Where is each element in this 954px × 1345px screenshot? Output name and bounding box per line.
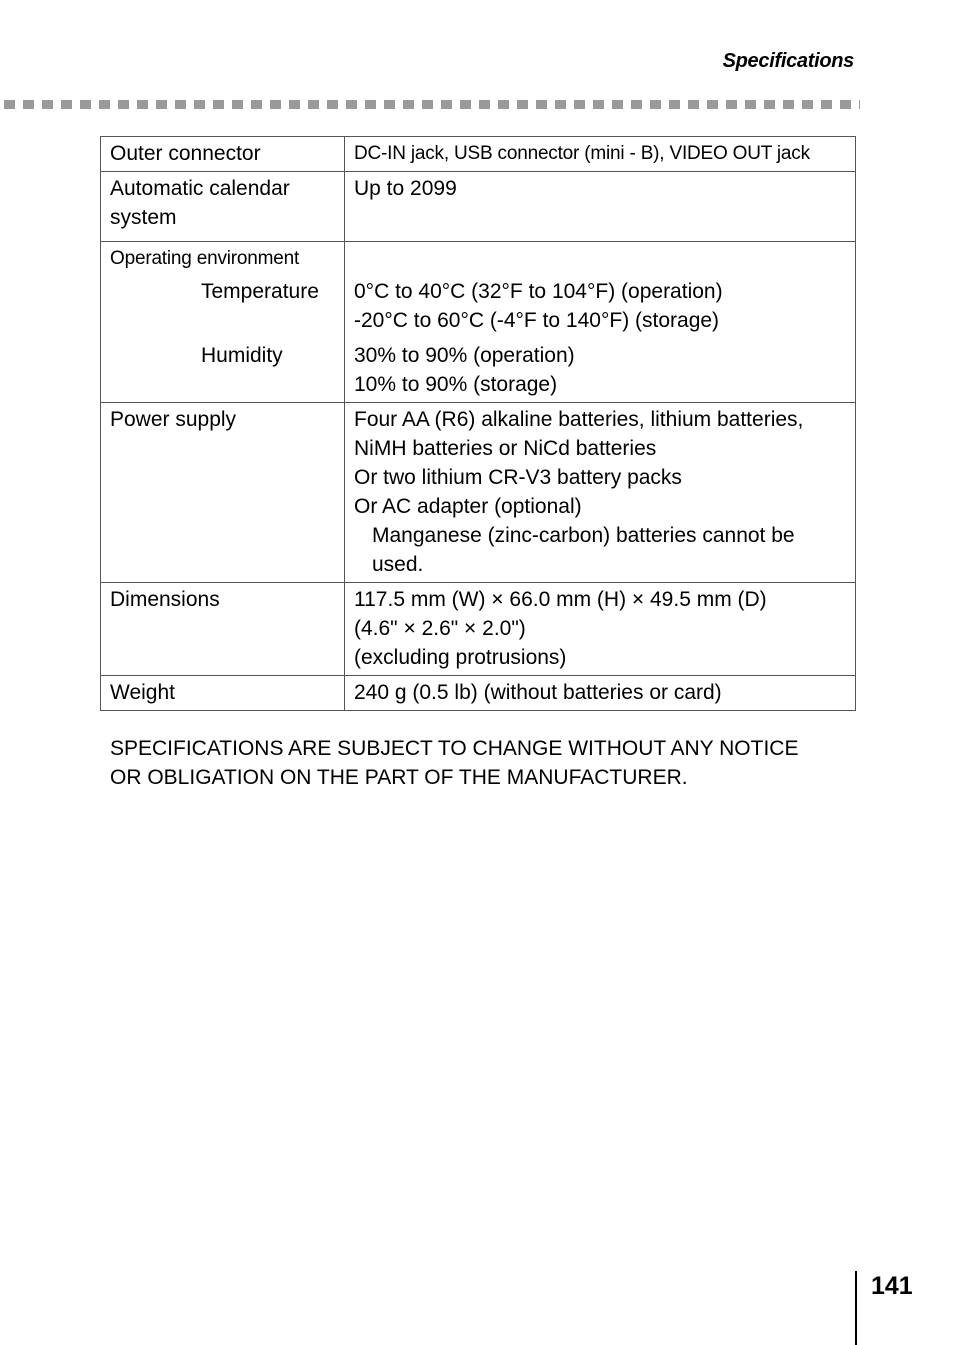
section-title: Specifications [722, 50, 854, 72]
value-line: (excluding protrusions) [354, 646, 567, 669]
specifications-notice [110, 734, 870, 792]
table-row [101, 172, 856, 242]
value-line: Or two lithium CR-V3 battery packs [354, 466, 682, 489]
note-line: Manganese (zinc-carbon) batteries cannot be [372, 524, 795, 547]
table-row [101, 403, 856, 583]
table-row [101, 583, 856, 676]
value-line: (4.6" × 2.6" × 2.0") [354, 617, 526, 640]
specifications-table [100, 136, 856, 711]
page-number: 141 [871, 1272, 913, 1300]
table-row [101, 137, 856, 172]
row-label: Power supply [101, 403, 345, 583]
label-line: system [110, 206, 177, 229]
row-value [345, 583, 856, 676]
value-line: NiMH batteries or NiCd batteries [354, 437, 657, 460]
environment-label: Operating environment [110, 248, 300, 269]
row-label: Dimensions [101, 583, 345, 676]
value-line: 30% to 90% (operation) [354, 344, 575, 367]
row-label [101, 242, 345, 403]
table-row [101, 242, 856, 403]
value-line: Or AC adapter (optional) [354, 495, 582, 518]
page-number-rule [855, 1271, 857, 1345]
value-line: -20°C to 60°C (-4°F to 140°F) (storage) [354, 309, 720, 332]
row-label: Weight [101, 676, 345, 711]
table-row [101, 676, 856, 711]
label-line: Automatic calendar [110, 177, 290, 200]
row-value: 240 g (0.5 lb) (without batteries or card) [345, 676, 856, 711]
notice-line: SPECIFICATIONS ARE SUBJECT TO CHANGE WITHOUT ANY NOTICE [110, 737, 799, 760]
row-label: Outer connector [101, 137, 345, 172]
row-value: DC-IN jack, USB connector (mini - B), VIDEO OUT jack [345, 137, 856, 172]
value-line: 0°C to 40°C (32°F to 104°F) (operation) [354, 280, 723, 303]
row-label [101, 172, 345, 242]
value-line: Four AA (R6) alkaline batteries, lithium batteries, [354, 408, 804, 431]
dashed-divider [4, 100, 860, 109]
temperature-label: Temperature [201, 280, 319, 303]
notice-line: OR OBLIGATION ON THE PART OF THE MANUFACTURER. [110, 766, 688, 789]
humidity-label: Humidity [201, 344, 283, 367]
row-value [345, 242, 856, 403]
value-line: 10% to 90% (storage) [354, 373, 558, 396]
row-value [345, 403, 856, 583]
note-line: used. [372, 553, 424, 576]
row-value: Up to 2099 [345, 172, 856, 242]
value-line: 117.5 mm (W) × 66.0 mm (H) × 49.5 mm (D) [354, 588, 767, 611]
